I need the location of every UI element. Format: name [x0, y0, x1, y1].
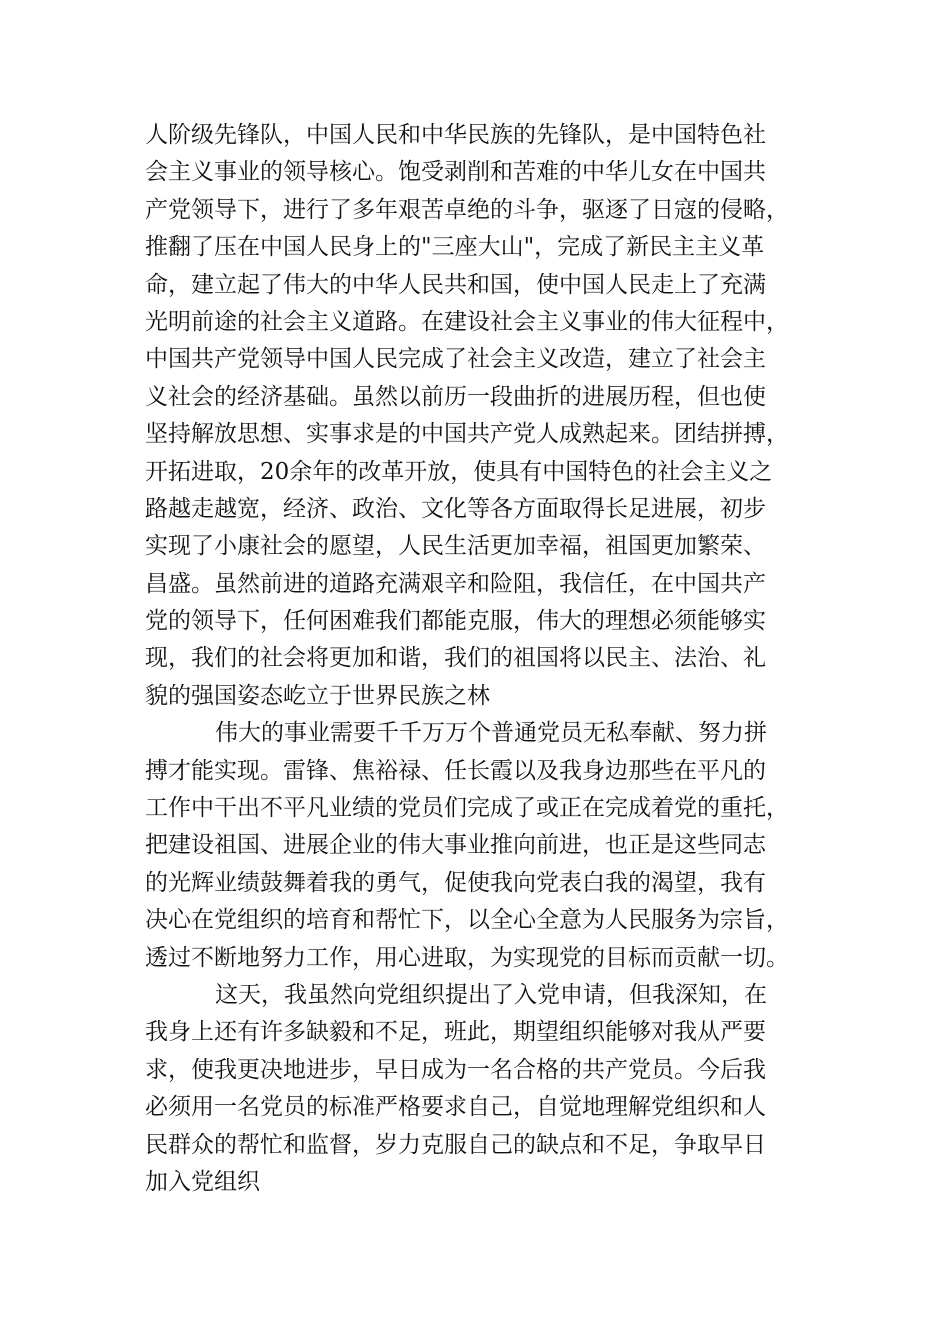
document-page: [145, 117, 810, 1201]
text-line: 把建设祖国、进展企业的伟大事业推向前进，也正是这些同志: [145, 832, 766, 859]
text-line: 中国共产党领导中国人民完成了社会主义改造，建立了社会主: [145, 346, 766, 373]
paragraph-2: [145, 715, 810, 977]
text-line: 实现了小康社会的愿望，人民生活更加幸福，祖国更加繁荣、: [145, 533, 766, 560]
text-line: 开拓进取，20余年的改革开放，使具有中国特色的社会主义之: [145, 458, 773, 485]
text-line: 会主义事业的领导核心。饱受剥削和苦难的中华儿女在中国共: [145, 159, 766, 186]
text-line: 工作中干出不平凡业绩的党员们完成了或正在完成着党的重托，: [145, 795, 789, 822]
text-line: 党的领导下，任何困难我们都能克服，伟大的理想必须能够实: [145, 608, 766, 635]
text-line: 路越走越宽，经济、政治、文化等各方面取得长足进展，初步: [145, 495, 766, 522]
text-line: 貌的强国姿态屹立于世界民族之林: [145, 682, 490, 709]
text-line-indented: 这天，我虽然向党组织提出了入党申请，但我深知，在: [215, 981, 767, 1008]
text-line: 产党领导下，进行了多年艰苦卓绝的斗争，驱逐了日寇的侵略，: [145, 196, 789, 223]
text-line: 命，建立起了伟大的中华人民共和国，使中国人民走上了充满: [145, 271, 766, 298]
text-line: 我身上还有许多缺毅和不足，班此，期望组织能够对我从严要: [145, 1019, 766, 1046]
text-line: 昌盛。虽然前进的道路充满艰辛和险阻，我信任，在中国共产: [145, 570, 766, 597]
text-line: 必须用一名党员的标准严格要求自己，自觉地理解党组织和人: [145, 1094, 766, 1121]
text-line: 加入党组织: [145, 1168, 260, 1195]
text-line: 现，我们的社会将更加和谐，我们的祖国将以民主、法治、礼: [145, 645, 766, 672]
text-line: 求，使我更决地进步，早日成为一名合格的共产党员。今后我: [145, 1056, 766, 1083]
text-line: 透过不断地努力工作，用心进取，为实现党的目标而贡献一切。: [145, 944, 789, 971]
text-line: 光明前途的社会主义道路。在建设社会主义事业的伟大征程中，: [145, 308, 789, 335]
text-line: 坚持解放思想、实事求是的中国共产党人成熟起来。团结拼搏，: [145, 421, 789, 448]
text-line: 决心在党组织的培育和帮忙下，以全心全意为人民服务为宗旨，: [145, 907, 789, 934]
paragraph-3: [145, 977, 810, 1201]
text-line: 推翻了压在中国人民身上的"三座大山"，完成了新民主主义革: [145, 234, 765, 261]
text-line: 的光辉业绩鼓舞着我的勇气，促使我向党表白我的渴望，我有: [145, 869, 766, 896]
text-line: 人阶级先锋队，中国人民和中华民族的先锋队，是中国特色社: [145, 122, 766, 148]
text-line: 民群众的帮忙和监督，岁力克服自己的缺点和不足，争取早日: [145, 1131, 766, 1158]
text-line: 义社会的经济基础。虽然以前历一段曲折的进展历程，但也使: [145, 383, 766, 410]
paragraph-1: [145, 117, 810, 715]
text-line-indented: 伟大的事业需要千千万万个普通党员无私奉献、努力拼: [215, 720, 767, 747]
text-line: 搏才能实现。雷锋、焦裕禄、任长霞以及我身边那些在平凡的: [145, 757, 766, 784]
